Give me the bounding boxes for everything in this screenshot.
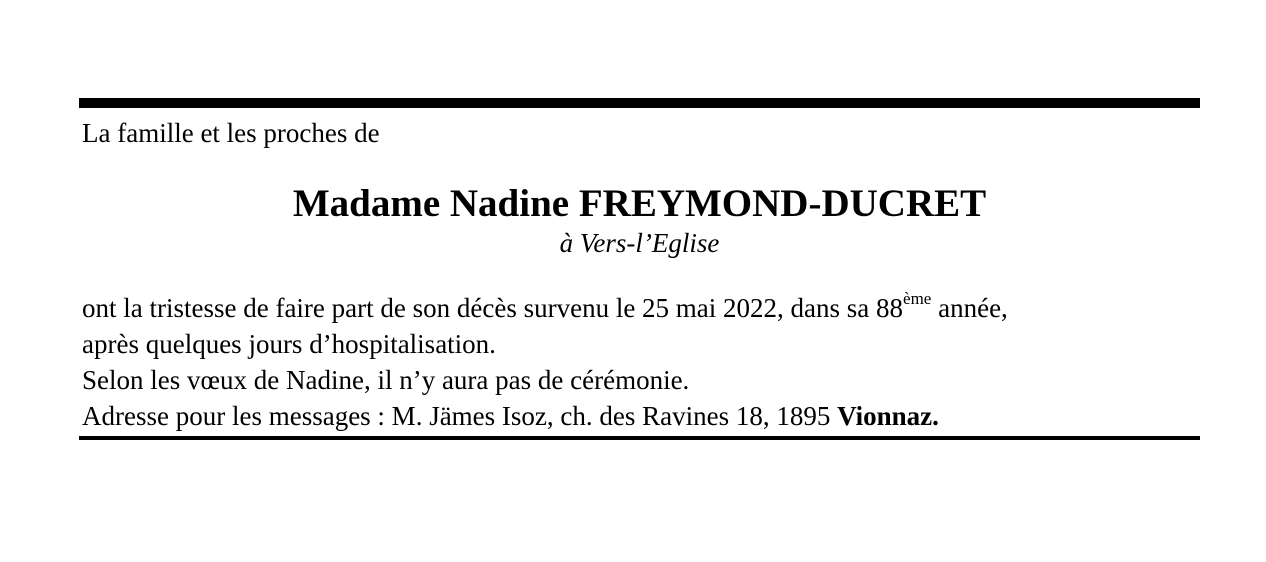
top-rule bbox=[79, 98, 1200, 108]
hospitalisation-line: après quelques jours d’hospitalisation. bbox=[82, 329, 496, 359]
bottom-rule bbox=[79, 436, 1200, 440]
intro-line: La famille et les proches de bbox=[82, 118, 380, 148]
deceased-name: Madame Nadine FREYMOND-DUCRET bbox=[292, 182, 987, 225]
obituary-notice bbox=[79, 98, 1200, 440]
death-announcement-line bbox=[82, 290, 1200, 326]
notice-body bbox=[82, 290, 1200, 434]
ceremony-line: Selon les vœux de Nadine, il n’y aura pas de cérémonie. bbox=[82, 365, 690, 395]
announcement-text: ont la tristesse de faire part de son décès survenu le 25 mai 2022, dans sa 88 bbox=[82, 293, 904, 323]
residence-place: à Vers-l’Eglise bbox=[559, 228, 720, 258]
address-city: Vionnaz. bbox=[837, 401, 939, 431]
address-text: Adresse pour les messages : M. Jämes Isoz, ch. des Ravines 18, 1895 bbox=[82, 401, 838, 431]
announcement-text-end: année, bbox=[931, 293, 1008, 323]
address-line bbox=[82, 398, 1200, 434]
ordinal-suffix: ème bbox=[903, 289, 932, 308]
